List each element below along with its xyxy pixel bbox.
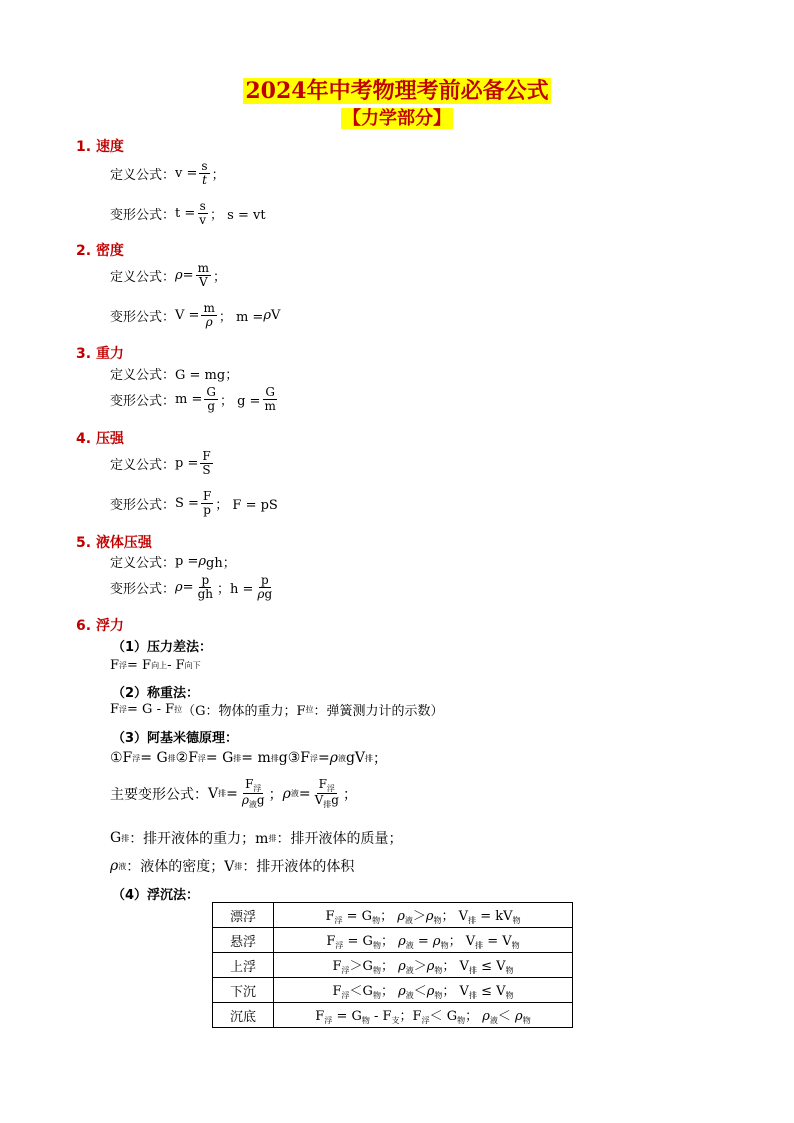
liquid-pressure-definition: 定义公式： p = ρ gh； — [110, 554, 236, 571]
formula-pressure-difference: F 浮 = F 向上 - F 向下 — [110, 658, 201, 673]
float-sink-table — [212, 902, 573, 1028]
page-title: 2024年中考物理考前必备公式 — [245, 78, 549, 104]
formula-archimedes: ①F 浮 = G 排 ②F 浮 = G 排 = m 排 g③F 浮 = ρ 液 gV 排 ； — [110, 750, 388, 767]
section-heading-speed: 1. 速度 — [76, 139, 124, 155]
pressure-variation: 变形公式： S = $\frac{F}{p}$ ； F = pS — [110, 489, 278, 517]
table-row — [213, 1003, 573, 1028]
method-archimedes: （3）阿基米德原理： — [112, 731, 239, 746]
section-heading-pressure: 4. 压强 — [76, 431, 124, 447]
density-variation: 变形公式： V = $\frac{m}{\rho}$ ； m = ρ V — [110, 301, 281, 329]
table-cell-state: 沉底 — [213, 1003, 274, 1028]
gravity-variation: 变形公式： m = $\frac{G}{g}$ ； g = $\frac{G}{m}$ — [110, 385, 276, 413]
liquid-pressure-variation: 变形公式： ρ = $\frac{p}{gh}$ ；h = $\frac{p}{\rho g}$ — [110, 573, 273, 601]
page-subtitle: 【力学部分】 — [343, 108, 451, 129]
method-weighing: （2）称重法： — [112, 686, 200, 701]
section-heading-gravity: 3. 重力 — [76, 346, 124, 362]
formula-weighing: F 浮 = G - F 拉 （G：物体的重力；F 拉 ：弹簧测力计的示数） — [110, 702, 444, 719]
section-heading-liquid-pressure: 5. 液体压强 — [76, 535, 152, 551]
table-cell-state: 下沉 — [213, 978, 274, 1003]
pressure-definition: 定义公式： p = $\frac{F}{S}$ — [110, 449, 211, 477]
speed-definition: 定义公式： v = $\frac{s}{t}$ ； — [110, 159, 225, 187]
table-cell-condition: $F_浮 = G_物$； $\rho_液 = \rho_物$； $V_排 = V_物$ — [274, 928, 573, 953]
section-heading-density: 2. 密度 — [76, 243, 124, 259]
table-cell-state: 悬浮 — [213, 928, 274, 953]
table-row — [213, 928, 573, 953]
table-cell-state: 漂浮 — [213, 903, 274, 928]
density-definition: 定义公式： ρ = $\frac{m}{V}$ ； — [110, 261, 226, 289]
table-cell-condition: $F_浮 = G_物$； $\rho_液>\rho_物$； $V_排 = kV_物$ — [274, 903, 573, 928]
table-cell-condition: $F_浮>G_物$； $\rho_液>\rho_物$； $V_排 \le V_物$ — [274, 953, 573, 978]
table-row — [213, 903, 573, 928]
section-heading-buoyancy: 6. 浮力 — [76, 618, 124, 634]
method-pressure-difference: （1）压力差法： — [112, 640, 213, 655]
table-row — [213, 978, 573, 1003]
speed-variation: 变形公式： t = $\frac{s}{v}$ ； s = vt — [110, 199, 266, 227]
table-cell-condition: $F_浮<G_物$； $\rho_液<\rho_物$； $V_排 \le V_物$ — [274, 978, 573, 1003]
method-float-sink: （4）浮沉法： — [112, 888, 200, 903]
note-gravity-mass: G 排 ：排开液体的重力；m 排 ：排开液体的质量； — [110, 830, 403, 847]
formula-archimedes-variation: 主要变形公式： V 排 = $\frac{F_浮}{\rho_液g}$ ； ρ 液 = $\frac{F_浮}{V_排g}$ ； — [110, 777, 357, 810]
table-cell-state: 上浮 — [213, 953, 274, 978]
table-row — [213, 953, 573, 978]
gravity-definition: 定义公式： G = mg； — [110, 368, 239, 383]
table-cell-condition: $F_浮 = G_物 - F_支$；$F_浮< G_物$； $\rho_液< \rho_物$ — [274, 1003, 573, 1028]
note-density-volume: ρ 液 ：液体的密度；V 排 ：排开液体的体积 — [110, 858, 355, 875]
